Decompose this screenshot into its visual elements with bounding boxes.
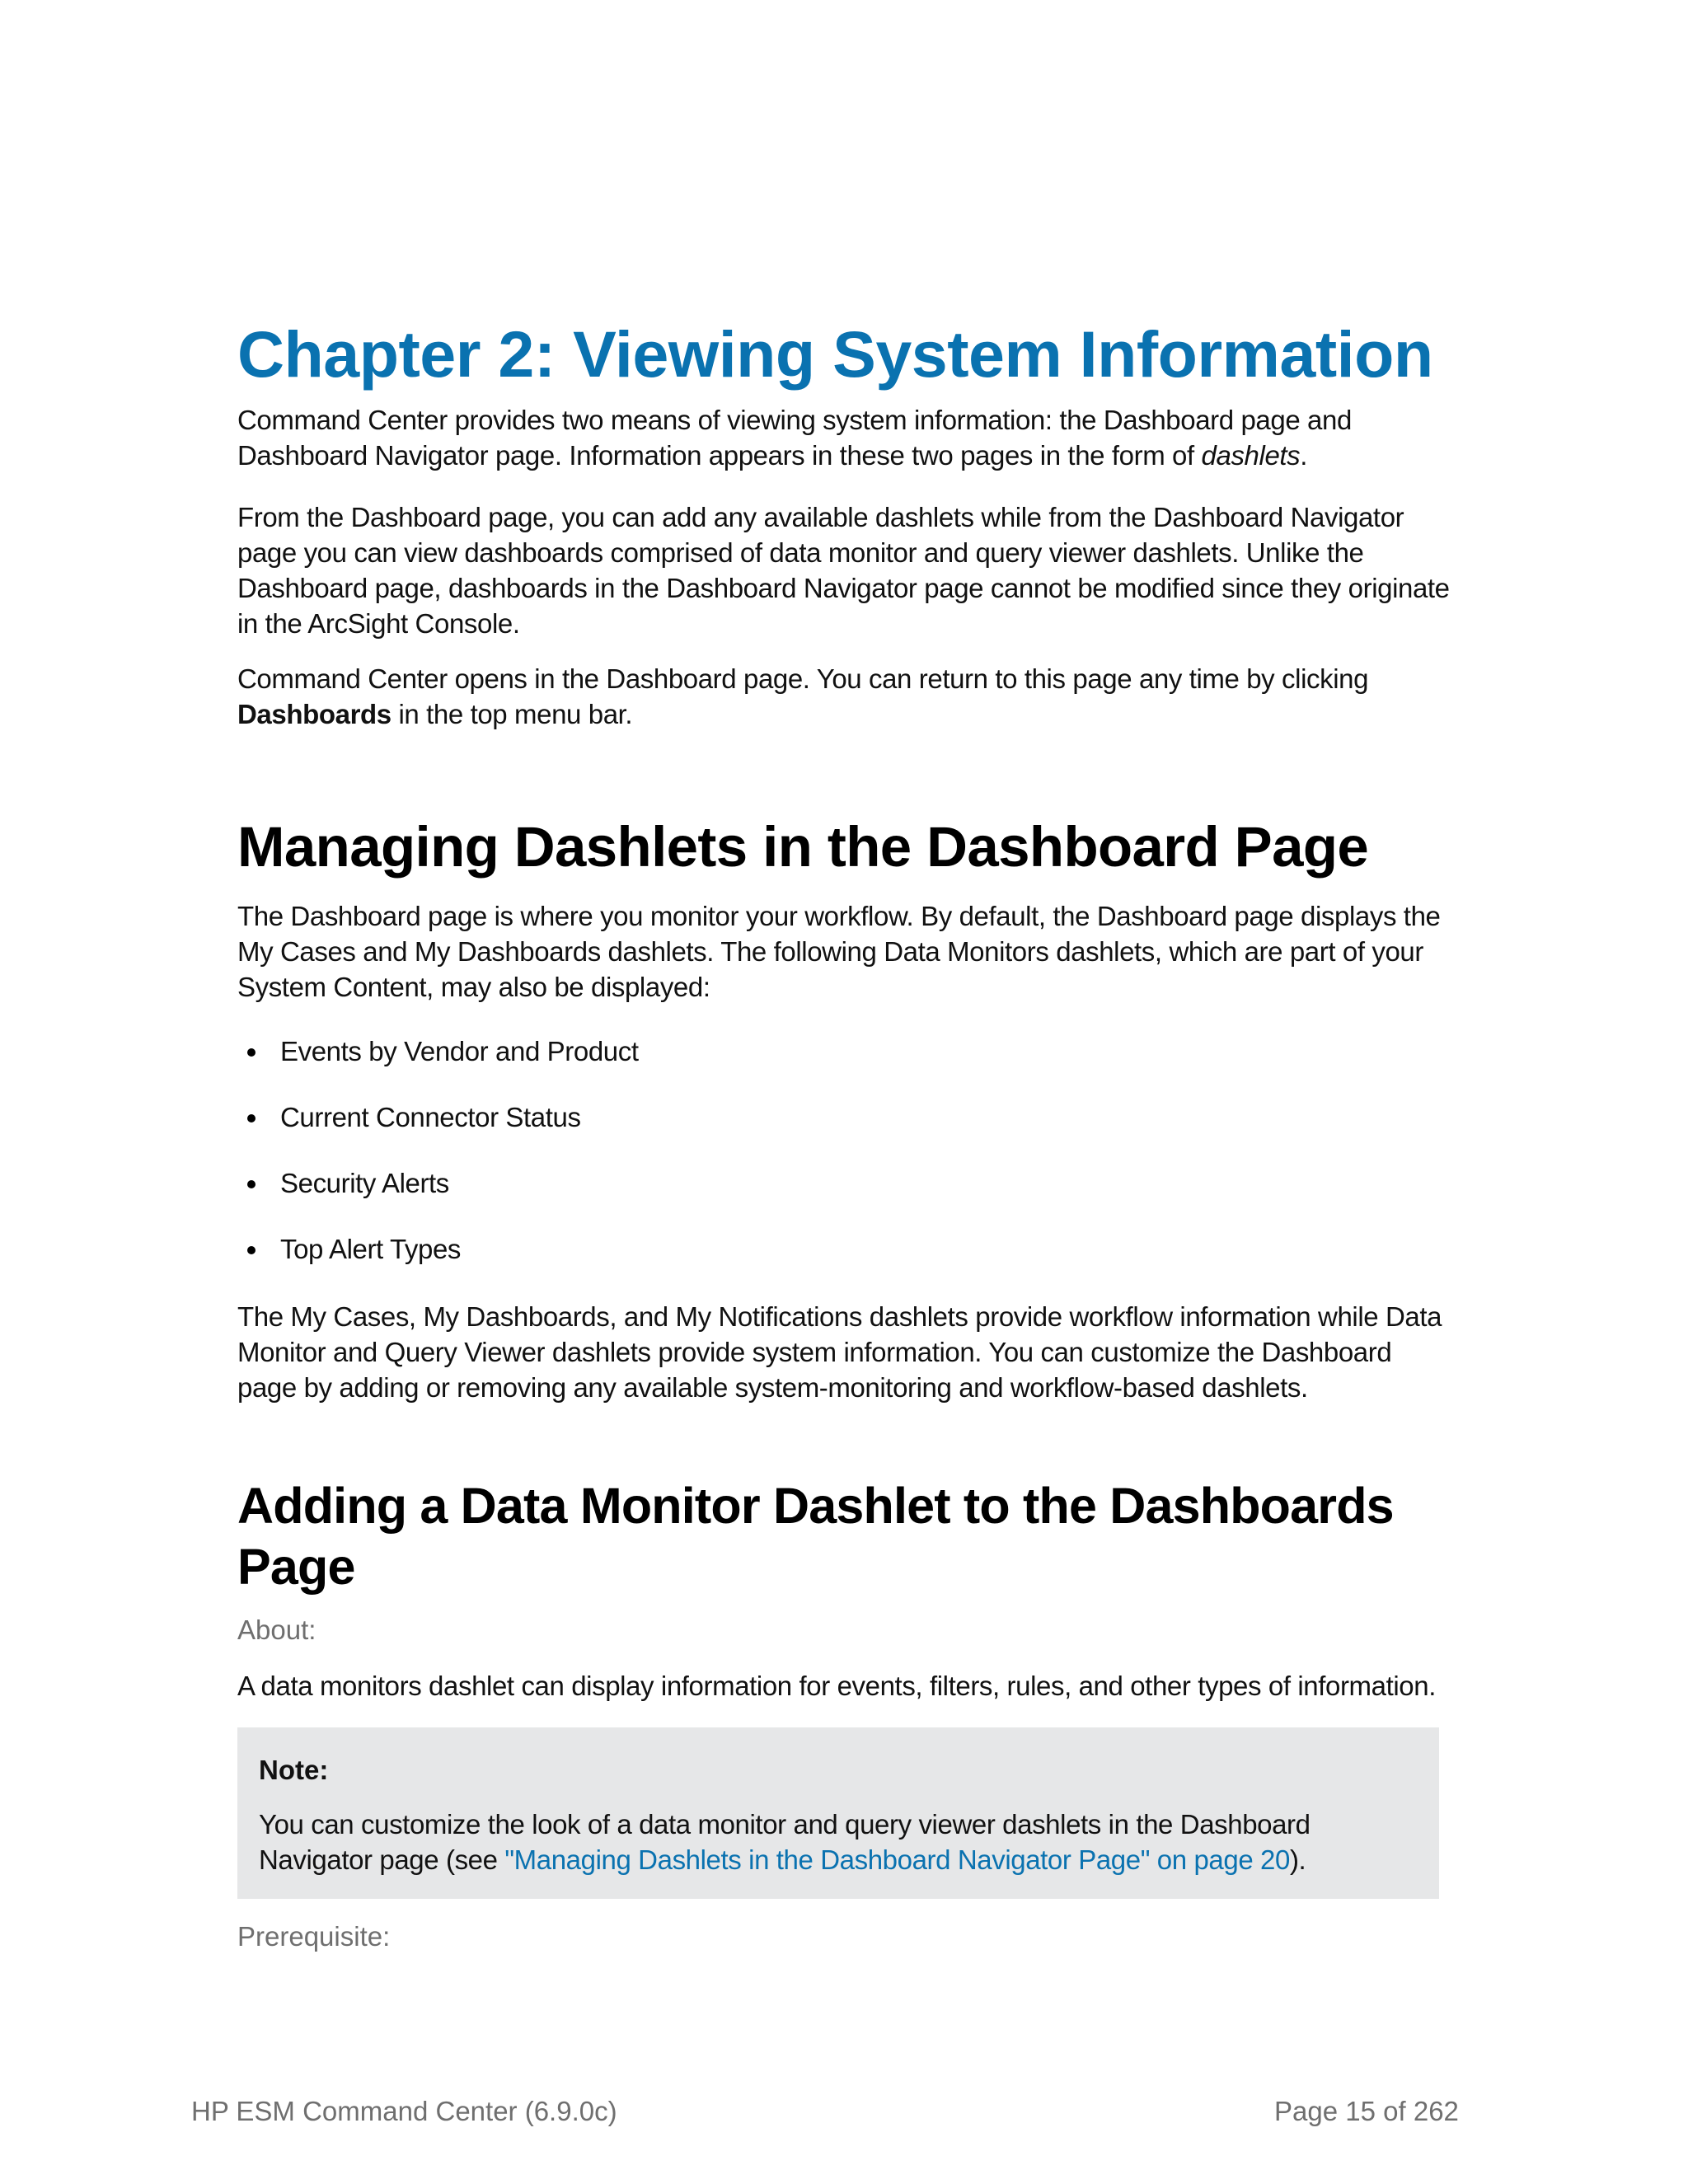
footer-product-name: HP ESM Command Center (6.9.0c) [191,2096,617,2126]
chapter-title: Chapter 2: Viewing System Information [237,317,1433,391]
dashlet-bullet-list [237,1033,1391,1297]
list-item-label: Top Alert Types [280,1234,462,1264]
list-item-label: Current Connector Status [280,1102,581,1132]
prerequisite-label: Prerequisite: [237,1921,391,1952]
note-text-after: ). [1289,1844,1306,1875]
intro-p3-bold: Dashboards [237,699,392,729]
intro-p1-emphasis: dashlets [1201,440,1301,471]
intro-p1-text: Command Center provides two means of viewing system information: the Dashboard page and Dashboard Navigator page. Information appears in these two pages in the form of [237,405,1352,471]
note-text-before: You can customize the look of a data monitor and query viewer dashlets in the Dashboard Navigator page (see [259,1809,1311,1875]
list-item [237,1099,1391,1165]
section-heading-adding: Adding a Data Monitor Dashlet to the Dashboards Page [237,1478,1394,1595]
intro-paragraph-3-text [237,661,1457,732]
list-item [237,1165,1391,1231]
intro-paragraph-1-text [237,402,1457,473]
bullet-icon [247,1114,256,1122]
intro-paragraph-2 [237,499,1457,641]
intro-paragraph-3 [237,661,1457,732]
footer-total-pages: 262 [1413,2096,1459,2126]
list-item [237,1033,1391,1099]
list-item [237,1231,1391,1297]
about-label: About: [237,1615,316,1645]
cross-reference-link[interactable]: "Managing Dashlets in the Dashboard Navigator Page" on page 20 [504,1844,1290,1875]
managing-paragraph-2 [237,1299,1457,1405]
intro-paragraph-2-text: From the Dashboard page, you can add any available dashlets while from the Dashboard Navigator page you can view dashboards comprised of data monitor and query viewer dashlets. Unlike the Dashboard page, dashboards in the Dashboard Navigator page cannot be modified since they originate in the ArcSight Console. [237,502,1450,639]
footer-current-page: 15 [1345,2096,1376,2126]
intro-p3-end: in the top menu bar. [391,699,633,729]
intro-p1-end: . [1300,440,1308,471]
intro-p3-text: Command Center opens in the Dashboard page. You can return to this page any time by clicking [237,663,1369,694]
list-item-label: Events by Vendor and Product [280,1036,639,1066]
managing-paragraph-1-text: The Dashboard page is where you monitor your workflow. By default, the Dashboard page displays the My Cases and My Dashboards dashlets. The following Data Monitors dashlets, which are part of your System Content, may also be displayed: [237,901,1441,1002]
about-paragraph-text: A data monitors dashlet can display information for events, filters, rules, and other types of information. [237,1671,1436,1701]
about-paragraph [237,1668,1457,1704]
section-heading-managing: Managing Dashlets in the Dashboard Page [237,815,1369,879]
footer-of-word: of [1383,2096,1406,2126]
bullet-icon [247,1180,256,1188]
footer-page-number [1274,2093,1459,2129]
note-text [259,1807,1413,1877]
list-item-label: Security Alerts [280,1168,449,1198]
managing-paragraph-2-text: The My Cases, My Dashboards, and My Notifications dashlets provide workflow information while Data Monitor and Query Viewer dashlets provide system information. You can customize the Dashboard page by adding or removing any available system-monitoring and workflow-based dashlets. [237,1301,1442,1403]
bullet-icon [247,1048,256,1057]
bullet-icon [247,1246,256,1254]
footer-page-word: Page [1274,2096,1339,2126]
managing-paragraph-1 [237,898,1457,1005]
intro-paragraph-1 [237,402,1457,473]
note-box [237,1727,1439,1899]
note-title: Note: [259,1755,329,1785]
